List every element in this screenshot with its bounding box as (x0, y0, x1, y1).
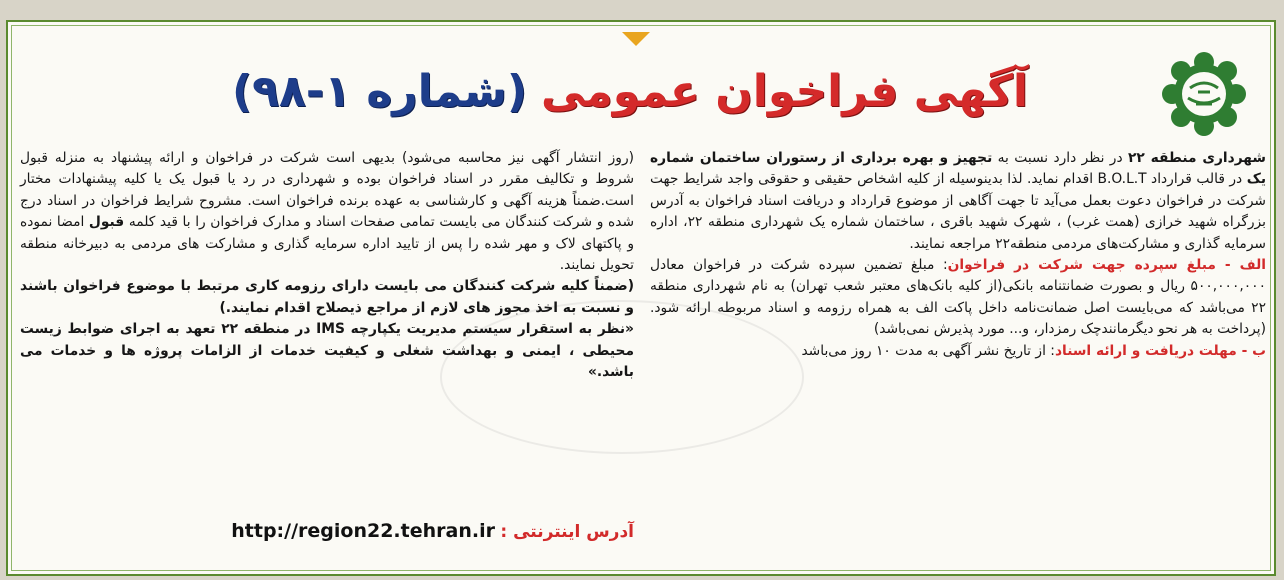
deposit-text: : مبلغ تضمین سپرده شرکت در فراخوان معادل ۵۰۰,۰۰۰,۰۰۰ ریال و بصورت ضمانتنامه بانکی(از کلیه بانک‌های معتبر شعب تهران) به نام شهرداری منطقه ۲۲ می‌باشد که می‌بایست اصل ضمانت‌نامه داخل پاکت الف به همراه رزومه و اسناد مربوطه ارائه شود. (پرداخت به هر نحو دیگرمانندچک رمزدار، و... مورد پذیرش نمی‌باشد) (650, 257, 1266, 338)
terms-tail: امضا نموده و پاکتهای لاک و مهر شده را پس از تایید اداره سرمایه گذاری و مشارکت های مردمی به دبیرخانه منطقه تحویل نمایند. (20, 214, 634, 274)
title-number: (شماره ۱-۹۸) (232, 65, 527, 117)
top-notch-marker (622, 32, 650, 46)
tehran-municipality-logo-icon (1158, 48, 1250, 140)
municipality-name: شهرداری منطقه ۲۲ (1127, 150, 1266, 166)
deadline-paragraph (650, 341, 1266, 362)
terms-text: (روز انتشار آگهی نیز محاسبه می‌شود) بدیهی است شرکت در فراخوان و ارائه پیشنهاد به منزله قبول شروط و تکالیف مقرر در اسناد فراخوان بوده و شهرداری در رد یا قبول یک یا کلیه پیشنهادات مختار است.ضمناً هزینه آگهی و کارشناسی به عهده برنده فراخوان است. مشروح شرایط فراخوان در اسناد درج شده و شرکت کنندگان می بایست تمامی صفحات اسناد و مدارک فراخوان را با قید کلمه (20, 150, 634, 231)
right-column (650, 148, 1266, 362)
website-line (20, 520, 634, 542)
deadline-text: : از تاریخ نشر آگهی به مدت ۱۰ روز می‌باشد (801, 342, 1055, 359)
intro-paragraph (650, 148, 1266, 255)
website-link[interactable]: http://region22.tehran.ir (231, 520, 495, 542)
deposit-label: الف - مبلغ سپرده جهت شرکت در فراخوان (947, 257, 1266, 274)
project-subject: تجهیز و بهره برداری از رستوران ساختمان شماره یک (650, 150, 1266, 188)
ims-statement: «نظر به استقرار سیستم مدیریت یکپارچه IMS در منطقه ۲۲ تعهد به اجرای ضوابط زیست محیطی ، ایمنی و بهداشت شغلی و کیفیت خدمات از الزامات پروژه ها و خدمات می باشد.» (20, 321, 634, 381)
left-column (20, 148, 634, 383)
intro-text-2: در قالب قرارداد B.O.L.T اقدام نماید. لذا بدینوسیله از کلیه اشخاص حقیقی و حقوقی واجد شرایط جهت شرکت در فراخوان دعوت بعمل می‌آید تا جهت آگاهی از موضوع قرارداد و دریافت اسناد فراخوان به آدرس بزرگراه شهید خرازی (همت غرب) ، شهرک شهید باقری ، ساختمان شماره یک شهرداری منطقه ۲۲، اداره سرمایه گذاری و مشارکت‌های مردمی منطقه۲۲ مراجعه نمایند. (650, 171, 1266, 252)
terms-paragraph (20, 148, 634, 276)
accept-word: قبول (88, 214, 125, 231)
resume-requirement: (ضمناً کلیه شرکت کنندگان می بایست دارای رزومه کاری مرتبط با موضوع فراخوان باشند و نسبت به اخذ مجوز های لازم از مراجع ذیصلاح اقدام نمایند.) (20, 278, 634, 316)
deadline-label: ب - مهلت دریافت و ارائه اسناد (1054, 342, 1266, 359)
title-text: آگهی فراخوان عمومی (541, 65, 1028, 117)
website-label: آدرس اینترنتی : (500, 522, 634, 542)
notice-title (232, 54, 1028, 128)
deposit-paragraph (650, 255, 1266, 341)
intro-text-1: در نظر دارد نسبت به (992, 150, 1128, 166)
